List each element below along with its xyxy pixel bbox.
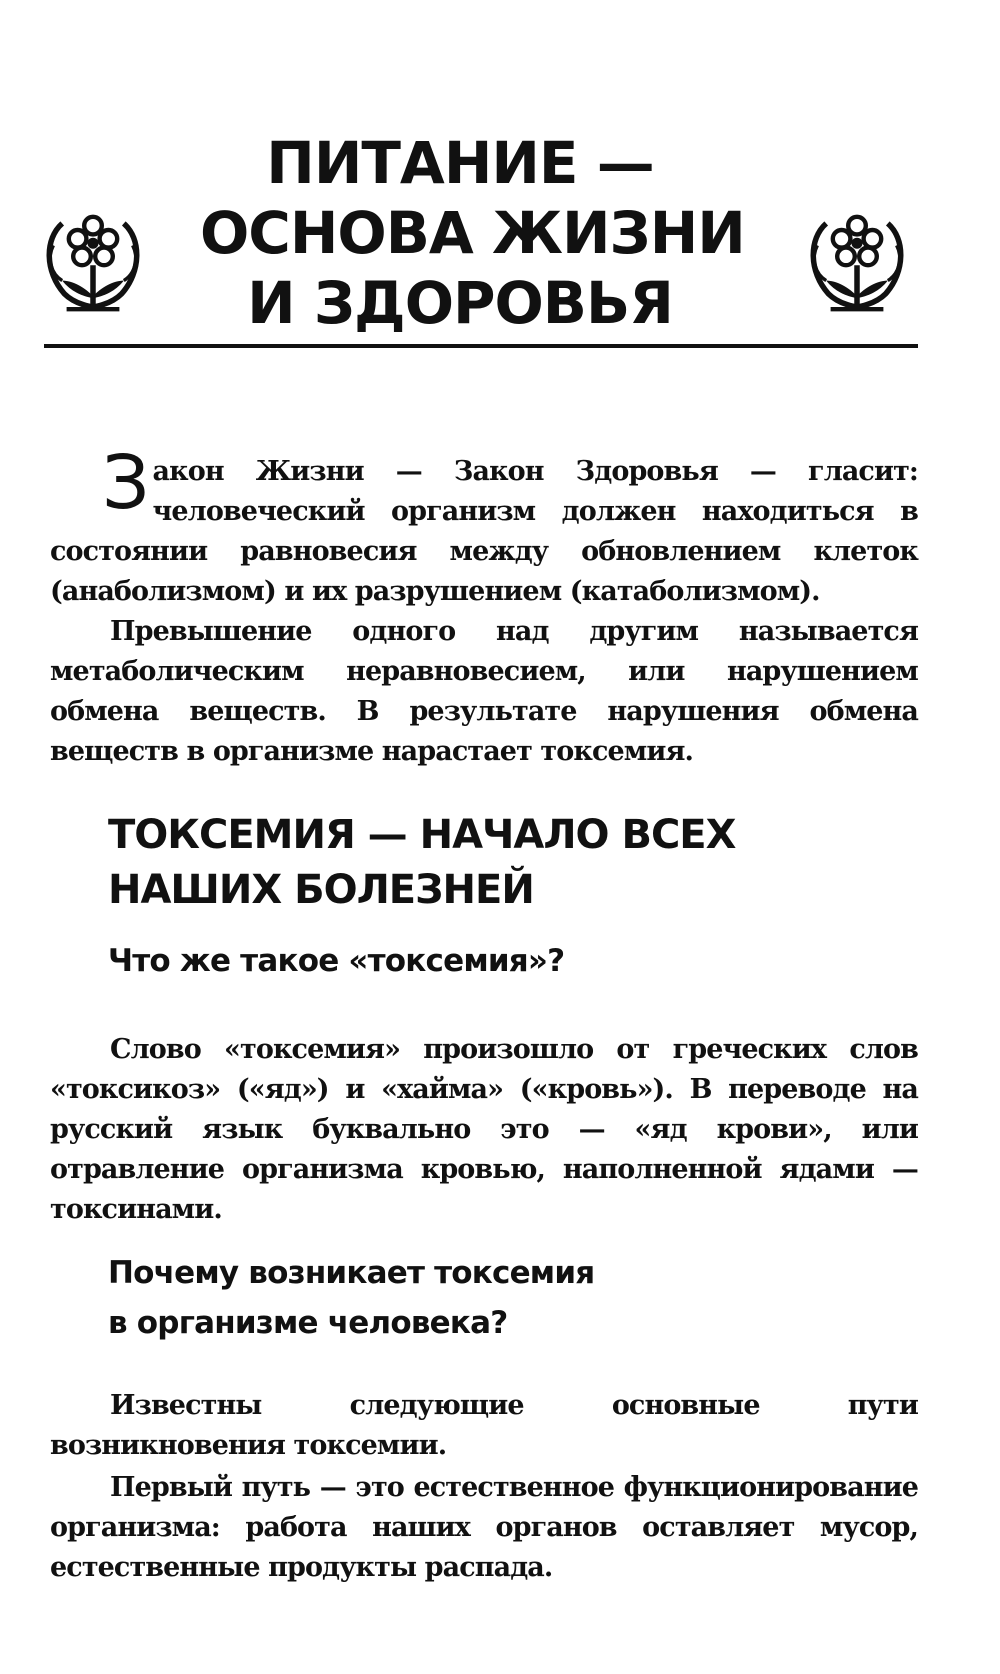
causes-intro-paragraph: Известны следующие основные пути возникновения токсемии. [50, 1390, 918, 1461]
chapter-title [200, 128, 745, 338]
subsection-heading-line: Что же такое «токсемия»? [108, 943, 565, 979]
section-heading [108, 808, 868, 918]
subsection-heading-why-toxemia [108, 1248, 868, 1348]
section-heading-line: НАШИХ БОЛЕЗНЕЙ [108, 867, 534, 913]
subsection-heading-line: в организме человека? [108, 1305, 508, 1341]
subsection-heading-line: Почему возникает токсемия [108, 1255, 595, 1291]
chapter-title-line: И ЗДОРОВЬЯ [247, 269, 673, 337]
flower-ornament-icon [802, 208, 912, 318]
first-cause-paragraph: Первый путь — это естественное функционирование организма: работа наших органов оставляет мусор, естественные продукты распада. [50, 1472, 918, 1583]
subsection-heading-what-is-toxemia [108, 936, 868, 986]
intro-paragraph-1 [50, 440, 918, 612]
intro-paragraph-2: Превышение одного над другим называется метаболическим неравновесием, или нарушением обмена веществ. В результате нарушения обмена веществ в организме нарастает токсемия. [50, 616, 918, 767]
toxemia-definition-paragraph: Слово «токсемия» произошло от греческих слов «токсикоз» («яд») и «хайма» («кровь»). В переводе на русский язык буквально это — «яд крови», или отравление организма кровью, наполненной ядами — токсинами. [50, 1034, 918, 1225]
flower-ornament-icon [38, 208, 148, 318]
chapter-title-line: ОСНОВА ЖИЗНИ [200, 199, 745, 267]
chapter-title-line: ПИТАНИЕ — [266, 129, 654, 197]
intro-paragraph-1-text: акон Жизни — Закон Здоровья — гласит: человеческий организм должен находиться в состоянии равновесия между обновлением клеток (анаболизмом) и их разрушением (катаболизмом). [50, 456, 918, 607]
drop-cap: З [102, 440, 149, 526]
title-divider [44, 344, 918, 348]
section-heading-line: ТОКСЕМИЯ — НАЧАЛО ВСЕХ [108, 812, 736, 858]
